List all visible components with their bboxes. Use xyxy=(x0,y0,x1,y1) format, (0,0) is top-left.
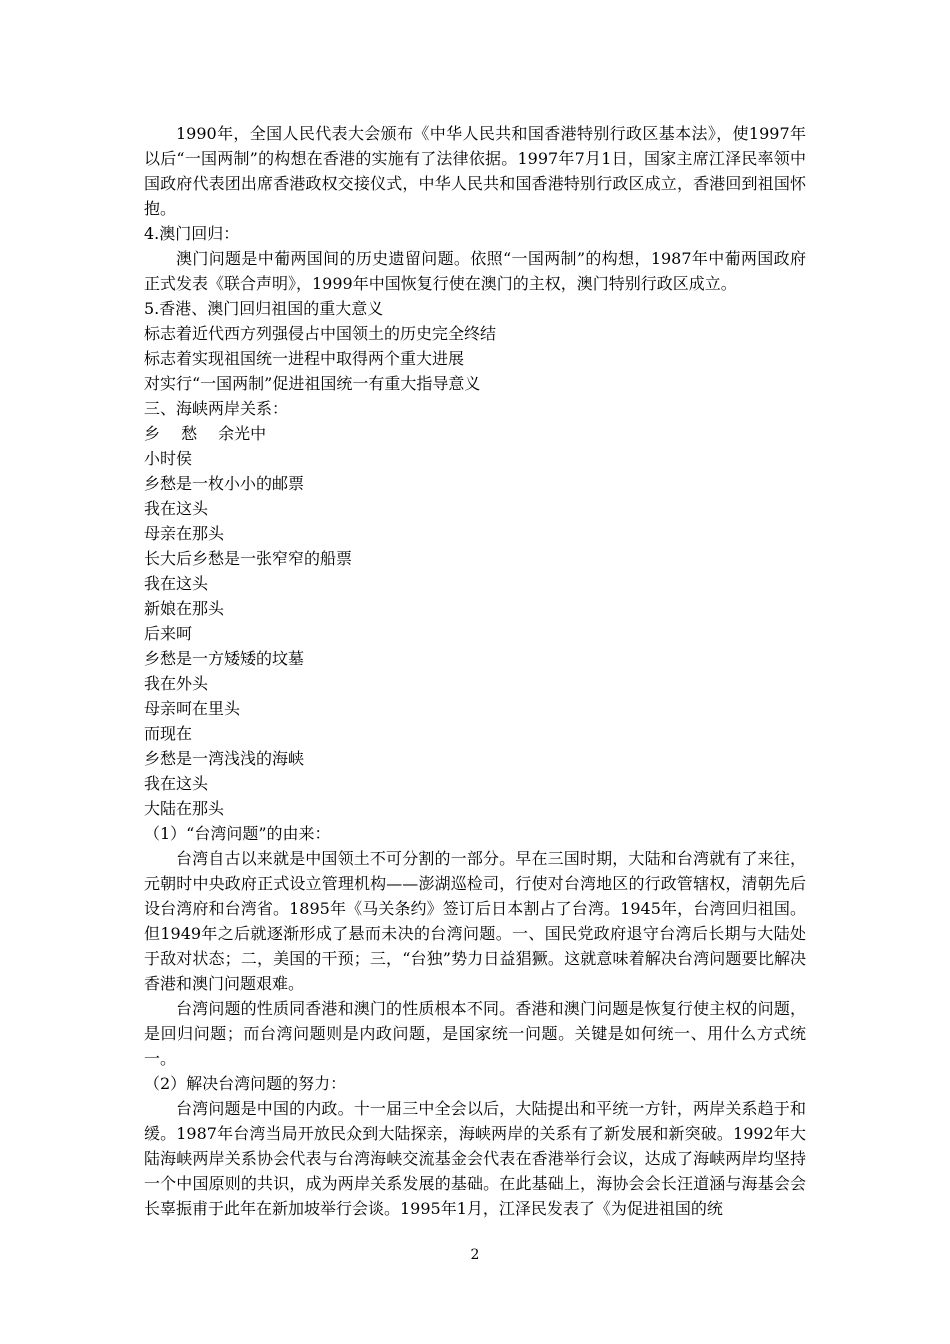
heading-significance: 5.香港、澳门回归祖国的重大意义 xyxy=(144,299,384,318)
poem-line: 母亲呵在里头 xyxy=(144,699,241,718)
significance-item: 对实行“一国两制”促进祖国统一有重大指导意义 xyxy=(144,374,481,393)
poem-line: 乡愁是一枚小小的邮票 xyxy=(144,474,305,493)
poem-line: 大陆在那头 xyxy=(144,799,225,818)
poem-line: 长大后乡愁是一张窄窄的船票 xyxy=(144,549,353,568)
heading-macau-return: 4.澳门回归： xyxy=(144,224,240,243)
poem-line: 而现在 xyxy=(144,724,193,743)
heading-taiwan-origin: （1）“台湾问题”的由来： xyxy=(144,824,331,843)
poem-title: 乡 愁 余光中 xyxy=(144,424,267,443)
poem-line: 母亲在那头 xyxy=(144,524,225,543)
heading-taiwan-efforts: （2）解决台湾问题的努力： xyxy=(144,1074,347,1093)
paragraph-taiwan-origin: 台湾自古以来就是中国领土不可分割的一部分。早在三国时期，大陆和台湾就有了来往，元朝时中央政府正式设立管理机构——澎湖巡检司，行使对台湾地区的行政管辖权，清朝先后设台湾府和台湾省。1895年《马关条约》签订后日本割占了台湾。1945年，台湾回归祖国。但1949年之后就逐渐形成了悬而未决的台湾问题。一、国民党政府退守台湾后长期与大陆处于敌对状态；二，美国的干预；三，“台独”势力日益猖獗。这就意味着解决台湾问题要比解决香港和澳门问题艰难。 xyxy=(144,849,806,993)
paragraph-macau-return: 澳门问题是中葡两国间的历史遗留问题。依照“一国两制”的构想，1987年中葡两国政府正式发表《联合声明》，1999年中国恢复行使在澳门的主权，澳门特别行政区成立。 xyxy=(144,249,806,293)
significance-item: 标志着近代西方列强侵占中国领土的历史完全终结 xyxy=(144,324,497,343)
poem-line: 小时侯 xyxy=(144,449,193,468)
significance-item: 标志着实现祖国统一进程中取得两个重大进展 xyxy=(144,349,465,368)
paragraph-hongkong-return: 1990年，全国人民代表大会颁布《中华人民共和国香港特别行政区基本法》，使1997年以后“一国两制”的构想在香港的实施有了法律依据。1997年7月1日，国家主席江泽民率领中国政府代表团出席香港政权交接仪式，中华人民共和国香港特别行政区成立，香港回到祖国怀抱。 xyxy=(144,124,806,218)
poem-line: 乡愁是一湾浅浅的海峡 xyxy=(144,749,305,768)
poem-line: 乡愁是一方矮矮的坟墓 xyxy=(144,649,305,668)
poem-line: 新娘在那头 xyxy=(144,599,225,618)
poem-line: 我在这头 xyxy=(144,574,209,593)
heading-cross-strait: 三、海峡两岸关系： xyxy=(144,399,289,418)
page-number: 2 xyxy=(470,1247,480,1263)
paragraph-taiwan-nature: 台湾问题的性质同香港和澳门的性质根本不同。香港和澳门问题是恢复行使主权的问题，是回归问题；而台湾问题则是内政问题，是国家统一问题。关键是如何统一、用什么方式统一。 xyxy=(144,999,806,1068)
poem-line: 我在这头 xyxy=(144,499,209,518)
poem-line: 我在这头 xyxy=(144,774,209,793)
document-body xyxy=(144,121,806,1221)
poem-line: 我在外头 xyxy=(144,674,209,693)
paragraph-taiwan-efforts: 台湾问题是中国的内政。十一届三中全会以后，大陆提出和平统一方针，两岸关系趋于和缓。1987年台湾当局开放民众到大陆探亲，海峡两岸的关系有了新发展和新突破。1992年大陆海峡两岸关系协会代表与台湾海峡交流基金会代表在香港举行会议，达成了海峡两岸均坚持一个中国原则的共识，成为两岸关系发展的基础。在此基础上，海协会会长汪道涵与海基会会长辜振甫于此年在新加坡举行会谈。1995年1月，江泽民发表了《为促进祖国的统 xyxy=(144,1099,806,1218)
poem-line: 后来呵 xyxy=(144,624,193,643)
